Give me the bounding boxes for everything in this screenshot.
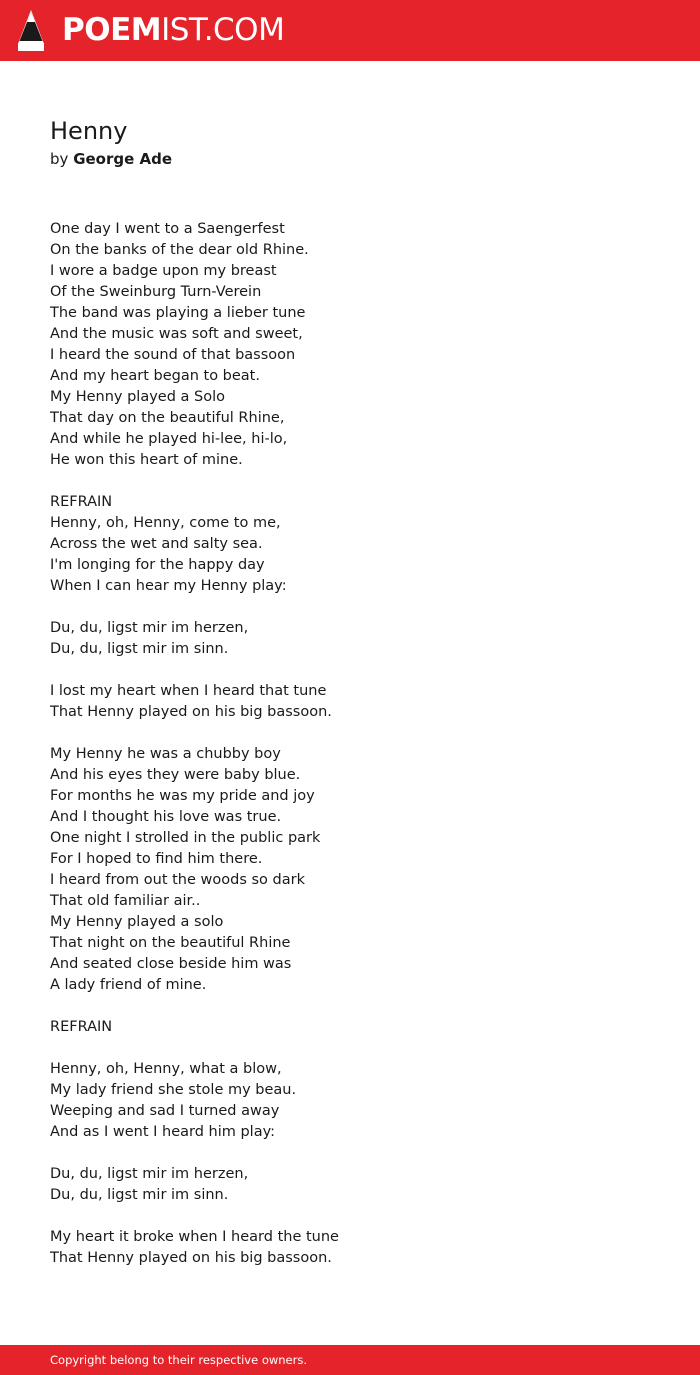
poem-line: And while he played hi-lee, hi-lo, — [50, 431, 288, 447]
stanza-break — [50, 723, 670, 744]
poem-line: That old familiar air.. — [50, 893, 201, 909]
poem-line: Henny, oh, Henny, come to me, — [50, 515, 281, 531]
poem-line: Of the Sweinburg Turn-Verein — [50, 284, 262, 300]
stanza-break — [50, 996, 670, 1017]
copyright-text: Copyright belong to their respective owners. — [50, 1353, 308, 1367]
poem-line: My Henny played a Solo — [50, 389, 225, 405]
poem-line: And my heart began to beat. — [50, 368, 260, 384]
site-footer — [0, 1345, 700, 1375]
logo-bold-text: POEM — [62, 12, 162, 48]
poem-line: My lady friend she stole my beau. — [50, 1082, 297, 1098]
stanza-break — [50, 1038, 670, 1059]
poem-line: And I thought his love was true. — [50, 809, 282, 825]
poem-line: And as I went I heard him play: — [50, 1124, 276, 1140]
poem-line: For I hoped to find him there. — [50, 851, 263, 867]
stanza-break — [50, 471, 670, 492]
poem-line: Du, du, ligst mir im herzen, — [50, 620, 249, 636]
poem-line: And the music was soft and sweet, — [50, 326, 303, 342]
poem-line: I wore a badge upon my breast — [50, 263, 277, 279]
poem-line: I heard from out the woods so dark — [50, 872, 305, 888]
poem-line: I lost my heart when I heard that tune — [50, 683, 327, 699]
poem-line: The band was playing a lieber tune — [50, 305, 306, 321]
stanza-break — [50, 1206, 670, 1227]
poem-body — [50, 219, 670, 1269]
poem-line: Across the wet and salty sea. — [50, 536, 263, 552]
poem-line: I'm longing for the happy day — [50, 557, 265, 573]
poem-line: That day on the beautiful Rhine, — [50, 410, 285, 426]
poem-title: Henny — [50, 117, 128, 145]
logo-light-text: IST.COM — [161, 12, 285, 48]
by-label: by — [50, 150, 69, 168]
poem-line: REFRAIN — [50, 494, 113, 510]
poem-line: And seated close beside him was — [50, 956, 292, 972]
poem-line: For months he was my pride and joy — [50, 788, 315, 804]
stanza-break — [50, 660, 670, 681]
poem-line: My Henny he was a chubby boy — [50, 746, 281, 762]
poem-line: One night I strolled in the public park — [50, 830, 321, 846]
poem-line: That Henny played on his big bassoon. — [50, 1250, 332, 1266]
poem-line: REFRAIN — [50, 1019, 113, 1035]
poem-line: My heart it broke when I heard the tune — [50, 1229, 339, 1245]
pencil-icon[interactable] — [18, 10, 44, 51]
poem-line: Du, du, ligst mir im sinn. — [50, 641, 229, 657]
site-logo[interactable] — [62, 12, 284, 48]
poem-line: And his eyes they were baby blue. — [50, 767, 301, 783]
poem-line: On the banks of the dear old Rhine. — [50, 242, 309, 258]
poem-byline — [50, 149, 172, 169]
poem-line: A lady friend of mine. — [50, 977, 207, 993]
poem-line: That Henny played on his big bassoon. — [50, 704, 332, 720]
stanza-break — [50, 597, 670, 618]
poem-line: That night on the beautiful Rhine — [50, 935, 291, 951]
poem-line: Weeping and sad I turned away — [50, 1103, 280, 1119]
poem-line: Henny, oh, Henny, what a blow, — [50, 1061, 282, 1077]
site-header — [0, 0, 700, 61]
poem-line: He won this heart of mine. — [50, 452, 243, 468]
poem-line: Du, du, ligst mir im herzen, — [50, 1166, 249, 1182]
poem-line: Du, du, ligst mir im sinn. — [50, 1187, 229, 1203]
poem-author[interactable]: George Ade — [73, 150, 173, 168]
stanza-break — [50, 1143, 670, 1164]
poem-line: When I can hear my Henny play: — [50, 578, 287, 594]
poem-line: I heard the sound of that bassoon — [50, 347, 296, 363]
poem-line: One day I went to a Saengerfest — [50, 221, 285, 237]
poem-line: My Henny played a solo — [50, 914, 224, 930]
